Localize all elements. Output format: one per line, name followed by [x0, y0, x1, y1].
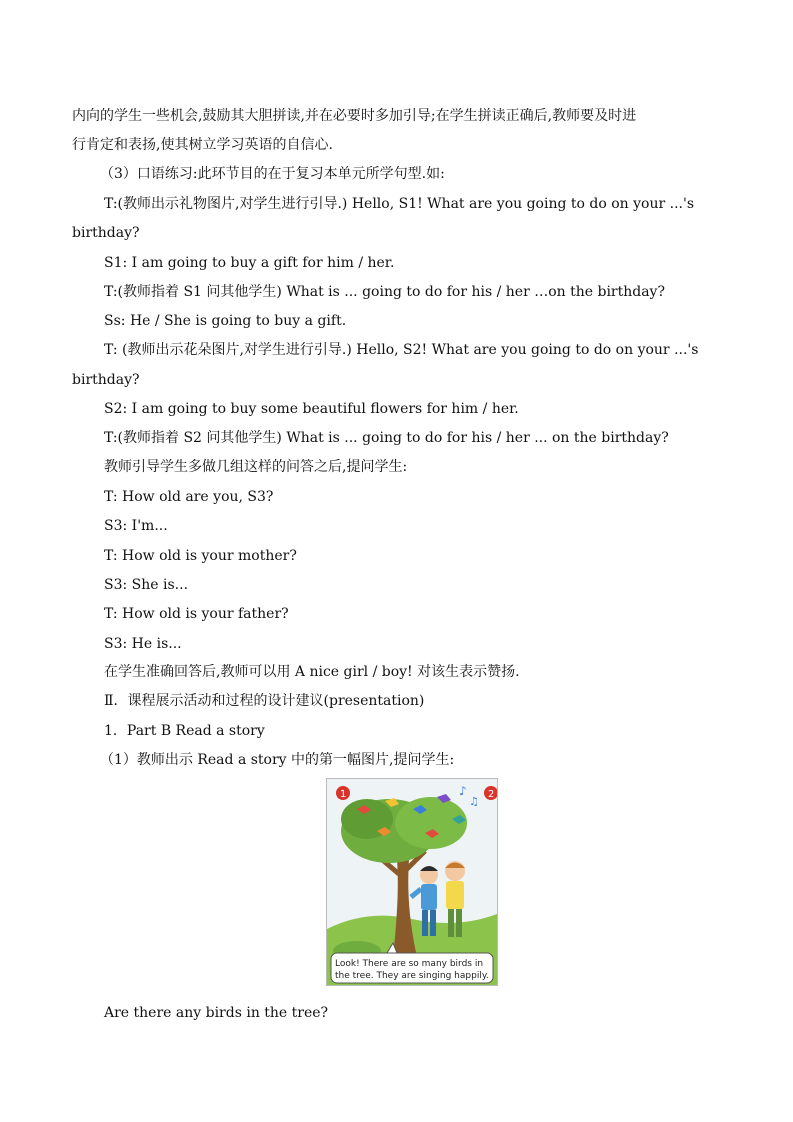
panel-number: 2 — [488, 789, 495, 800]
question-line: Are there any birds in the tree? — [104, 1005, 329, 1021]
dialogue-line: S3: I'm... — [104, 518, 168, 534]
caption-text: the tree. They are singing happily. — [335, 971, 489, 981]
dialogue-line: T:(教师指着 S1 问其他学生) What is ... going to do for his / her …on the birthday? — [104, 284, 665, 300]
dialogue-line: S3: She is... — [104, 577, 189, 593]
dialogue-line: T: How old is your mother? — [104, 548, 297, 564]
paragraph-line: （1）教师出示 Read a story 中的第一幅图片,提问学生: — [100, 752, 455, 768]
section-heading: Ⅱ．课程展示活动和过程的设计建议(presentation) — [104, 693, 425, 709]
dialogue-line: T: How old are you, S3? — [104, 489, 274, 505]
dialogue-line: S3: He is... — [104, 636, 182, 652]
boy-shirt — [446, 881, 464, 909]
dialogue-line: birthday? — [72, 225, 140, 241]
paragraph-line — [72, 106, 722, 126]
dialogue-line: Ss: He / She is going to buy a gift. — [104, 313, 347, 329]
dialogue-line: T: How old is your father? — [104, 606, 289, 622]
boy-leg — [422, 910, 428, 936]
paragraph-line: 行肯定和表扬,使其树立学习英语的自信心. — [72, 137, 333, 153]
dialogue-line: S2: I am going to buy some beautiful flowers for him / her. — [104, 401, 519, 417]
dialogue-line: birthday? — [72, 372, 140, 388]
boy-leg — [430, 910, 436, 936]
music-note-icon: ♫ — [469, 795, 479, 808]
section-heading: （3）口语练习:此环节目的在于复习本单元所学句型.如: — [100, 166, 445, 182]
text-line: 内向的学生一些机会,鼓励其大胆拼读,并在必要时多加引导;在学生拼读正确后,教师要及时进 — [72, 108, 637, 124]
dialogue-line: T: (教师出示花朵图片,对学生进行引导.) Hello, S2! What are you going to do on your ...'s — [104, 342, 699, 358]
boy-leg — [456, 909, 462, 937]
tree-foliage — [395, 797, 467, 849]
dialogue-line: S1: I am going to buy a gift for him / her. — [104, 255, 395, 271]
panel-number: 1 — [340, 789, 347, 800]
paragraph-line: 在学生准确回答后,教师可以用 A nice girl / boy! 对该生表示赞扬. — [104, 664, 520, 680]
dialogue-line: T:(教师出示礼物图片,对学生进行引导.) Hello, S1! What are you going to do on your ...'s — [104, 196, 695, 212]
dialogue-line: T:(教师指着 S2 问其他学生) What is ... going to do for his / her ... on the birthday? — [104, 430, 669, 446]
caption-text: Look! There are so many birds in — [335, 959, 484, 969]
boy-shirt — [421, 884, 437, 910]
music-note-icon: ♪ — [459, 784, 467, 798]
subsection-heading: 1．Part B Read a story — [104, 723, 265, 739]
story-illustration — [327, 779, 497, 985]
story-picture — [326, 778, 498, 986]
paragraph-line: 教师引导学生多做几组这样的问答之后,提问学生: — [104, 459, 408, 475]
boy-leg — [448, 909, 454, 937]
